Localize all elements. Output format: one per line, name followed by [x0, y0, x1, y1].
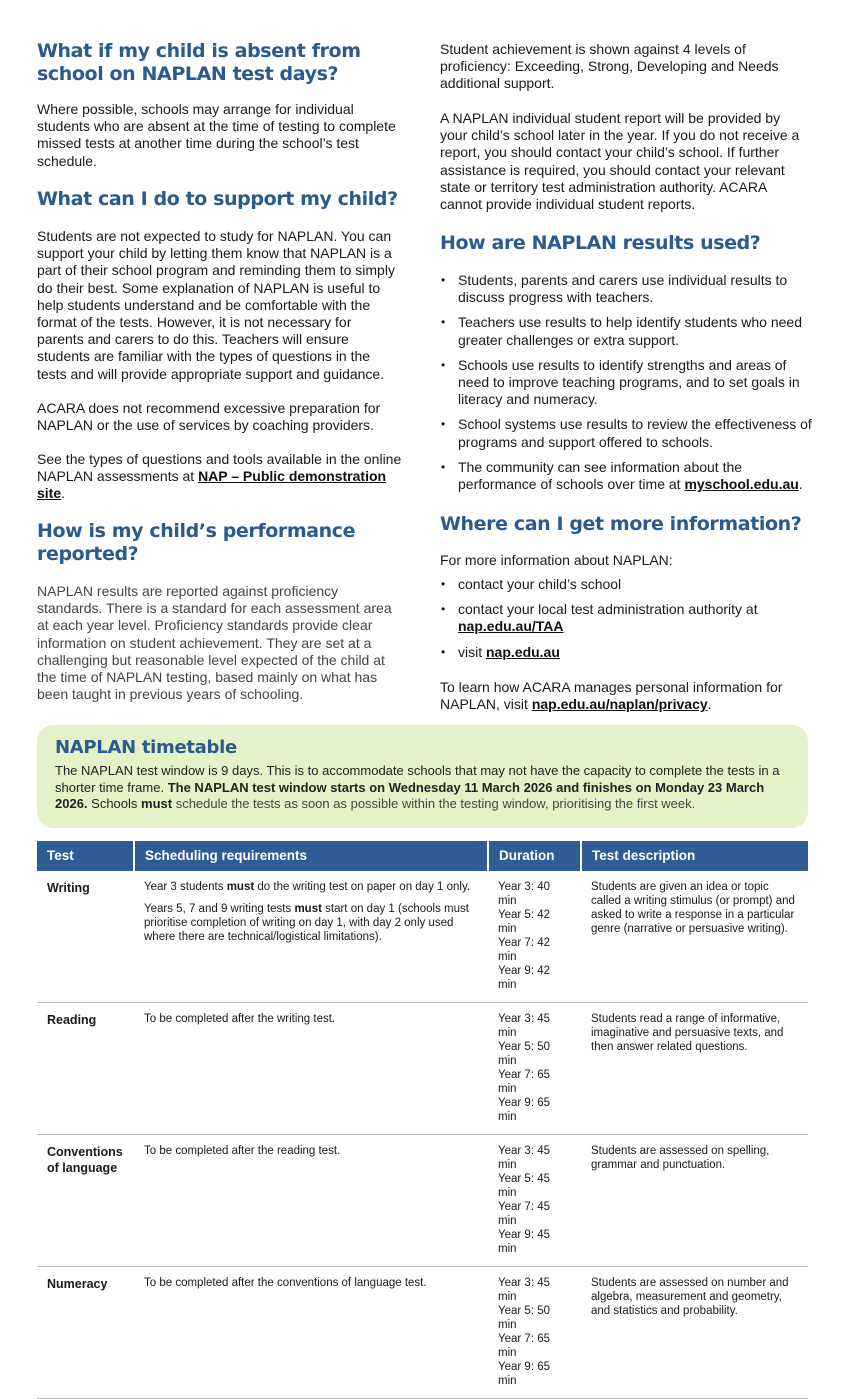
- duration-reading: [488, 1003, 581, 1135]
- info-heading: Where can I get more information?: [440, 513, 802, 535]
- table-row-writing: [37, 871, 808, 1003]
- results-item-5-text: The community can see information about the performance of schools over time at: [458, 458, 743, 493]
- sched-writing-1a: Year 3 students: [144, 881, 227, 893]
- support-paragraph-1: Students are not expected to study for NAPLAN. You can support your child by letting them know that NAPLAN is a part of their school program and reminding them to simply do their best. Some explanation of NAPLAN is useful to help students understand and be comfortable with the format of the tests. However, it is not necessary for parents and carers to do this. Teachers will ensure students are familiar with the types of questions in the tests and will provide appropriate support and guidance.: [37, 228, 395, 382]
- results-heading: How are NAPLAN results used?: [440, 232, 761, 254]
- duration-conventions: [488, 1135, 581, 1267]
- results-list: [440, 272, 812, 493]
- test-reading: Reading: [37, 1003, 134, 1135]
- timetable-text-2: Schools: [87, 796, 142, 811]
- duration-reading-y9: Year 9: 65 min: [498, 1097, 551, 1123]
- sched-numeracy: [134, 1267, 488, 1399]
- support-heading: What can I do to support my child?: [37, 188, 398, 210]
- nap-link[interactable]: nap.edu.au: [486, 643, 560, 660]
- privacy-text: To learn how ACARA manages personal information for NAPLAN, visit: [440, 679, 783, 713]
- privacy-paragraph: [440, 679, 800, 713]
- duration-writing-y5: Year 5: 42 min: [498, 909, 551, 935]
- info-item-3: [440, 644, 812, 661]
- demo-site-end: .: [61, 485, 66, 502]
- header-duration: Duration: [488, 841, 581, 871]
- sched-writing-1c: do the writing test on paper on day 1 only.: [254, 881, 471, 893]
- timetable-heading: NAPLAN timetable: [55, 737, 237, 758]
- sched-writing: [134, 871, 488, 1003]
- desc-reading-text: Students read a range of informative, imaginative and persuasive texts, and then answer related questions.: [591, 1013, 784, 1053]
- test-conventions-line1: Conventions: [47, 1145, 123, 1159]
- sched-conventions-text: To be completed after the reading test.: [144, 1145, 341, 1157]
- info-intro: For more information about NAPLAN:: [440, 552, 673, 568]
- duration-reading-y7: Year 7: 65 min: [498, 1069, 551, 1095]
- privacy-link[interactable]: nap.edu.au/naplan/privacy: [531, 696, 708, 713]
- timetable-text-3: schedule the tests as soon as possible within the testing window, prioritising the first week.: [172, 796, 696, 811]
- results-item-5-end: .: [798, 476, 803, 493]
- table-row-conventions: [37, 1135, 808, 1267]
- results-item-4: • School systems use results to review the effectiveness of programs and support offered to schools.: [440, 416, 812, 450]
- schedule-table: [37, 841, 808, 1399]
- desc-numeracy-text: Students are assessed on number and algebra, measurement and geometry, and statistics and probability.: [591, 1277, 789, 1317]
- duration-conventions-y5: Year 5: 45 min: [498, 1173, 551, 1199]
- sched-reading-text: To be completed after the writing test.: [144, 1013, 336, 1025]
- header-scheduling: Scheduling requirements: [134, 841, 488, 871]
- header-test: Test: [37, 841, 134, 871]
- info-list: [440, 576, 812, 661]
- duration-writing-y9: Year 9: 42 min: [498, 965, 551, 991]
- privacy-end: .: [707, 696, 712, 713]
- duration-conventions-y7: Year 7: 45 min: [498, 1201, 551, 1227]
- results-item-2: • Teachers use results to help identify students who need greater challenges or extra support.: [440, 314, 812, 348]
- absent-heading: What if my child is absent from school on NAPLAN test days?: [37, 40, 361, 85]
- sched-reading: [134, 1003, 488, 1135]
- duration-writing-y7: Year 7: 42 min: [498, 937, 551, 963]
- sched-writing-2c: start on day 1 (schools must prioritise completion of writing on day 1, with day 2 only used where there are technical/logistical limitations).: [144, 903, 469, 943]
- test-writing: Writing: [37, 871, 134, 1003]
- info-item-2-text: contact your local test administration authority at: [458, 601, 758, 618]
- demo-site-text: See the types of questions and tools available in the online NAPLAN assessments at: [37, 451, 402, 485]
- test-conventions: [37, 1135, 134, 1267]
- duration-numeracy-y5: Year 5: 50 min: [498, 1305, 551, 1331]
- header-description: Test description: [581, 841, 808, 871]
- test-conventions-line2: of language: [47, 1161, 118, 1175]
- test-numeracy: Numeracy: [37, 1267, 134, 1399]
- duration-writing-y3: Year 3: 40 min: [498, 881, 551, 907]
- sched-writing-2a: Years 5, 7 and 9 writing tests: [144, 903, 295, 915]
- duration-numeracy-y3: Year 3: 45 min: [498, 1277, 551, 1303]
- support-paragraph-2: ACARA does not recommend excessive preparation for NAPLAN or the use of services by coaching providers.: [37, 400, 381, 434]
- info-item-3-text: visit: [458, 643, 486, 660]
- timetable-text: [55, 763, 790, 813]
- duration-reading-y3: Year 3: 45 min: [498, 1013, 551, 1039]
- duration-numeracy: [488, 1267, 581, 1399]
- duration-writing: [488, 871, 581, 1003]
- duration-conventions-y3: Year 3: 45 min: [498, 1145, 551, 1171]
- table-row-numeracy: [37, 1267, 808, 1399]
- desc-writing-text: Students are given an idea or topic called a writing stimulus (or prompt) and asked to write a response in a particular genre (narrative or persuasive writing).: [591, 881, 795, 935]
- results-item-5: [440, 459, 812, 493]
- absent-body: Where possible, schools may arrange for individual students who are absent at the time of testing to complete missed tests at another time during the school’s test schedule.: [37, 101, 396, 169]
- sched-writing-2b: must: [294, 903, 322, 915]
- timetable-callout: [37, 725, 808, 828]
- results-item-1: • Students, parents and carers use individual results to discuss progress with teachers.: [440, 272, 812, 306]
- myschool-link[interactable]: myschool.edu.au: [684, 476, 799, 493]
- performance-heading: How is my child’s performance reported?: [37, 520, 356, 565]
- timetable-must: must: [141, 796, 173, 811]
- duration-conventions-y9: Year 9: 45 min: [498, 1229, 551, 1255]
- desc-reading: [581, 1003, 808, 1135]
- support-paragraph-3: [37, 451, 403, 503]
- desc-writing: [581, 871, 808, 1003]
- demo-site-link[interactable]: NAP – Public demonstration site: [37, 468, 387, 502]
- duration-reading-y5: Year 5: 50 min: [498, 1041, 551, 1067]
- info-item-2: [440, 601, 812, 635]
- timetable-dates: The NAPLAN test window starts on Wednesday 11 March 2026 and finishes on Monday 23 March 2026.: [55, 779, 765, 811]
- sched-numeracy-text: To be completed after the conventions of language test.: [144, 1277, 427, 1289]
- results-item-3: • Schools use results to identify strengths and areas of need to improve teaching programs, and to set goals in literacy and numeracy.: [440, 357, 812, 409]
- duration-numeracy-y7: Year 7: 65 min: [498, 1333, 551, 1359]
- table-row-reading: [37, 1003, 808, 1135]
- info-item-1: • contact your child’s school: [440, 576, 812, 593]
- desc-conventions-text: Students are assessed on spelling, grammar and punctuation.: [591, 1145, 770, 1171]
- sched-writing-2: [144, 902, 478, 944]
- sched-writing-1b: must: [226, 881, 255, 893]
- desc-numeracy: [581, 1267, 808, 1399]
- table-header-row: [37, 841, 808, 871]
- sched-conventions: [134, 1135, 488, 1267]
- report-paragraph: A NAPLAN individual student report will be provided by your child’s school later in the year. If you do not receive a report, you should contact your child’s school. If further assistance is required, you should contact your relevant state or territory test administration authority. ACARA cannot provide individual student reports.: [440, 110, 800, 213]
- duration-numeracy-y9: Year 9: 65 min: [498, 1361, 551, 1387]
- performance-body: NAPLAN results are reported against proficiency standards. There is a standard for each assessment area at each year level. Proficiency standards provide clear information on student achievement. They are set at a challenging but reasonable level expected of the child at the time of NAPLAN testing, based mainly on what has been taught in previous years of schooling.: [37, 583, 392, 703]
- timetable-text-1: The NAPLAN test window is 9 days. This is to accommodate schools that may not have the capacity to complete the tests in a shorter time frame.: [55, 763, 780, 795]
- taa-link[interactable]: nap.edu.au/TAA: [458, 618, 564, 635]
- desc-conventions: [581, 1135, 808, 1267]
- sched-writing-1: [144, 880, 478, 894]
- achievement-paragraph: Student achievement is shown against 4 levels of proficiency: Exceeding, Strong, Developing and Needs additional support.: [440, 41, 779, 92]
